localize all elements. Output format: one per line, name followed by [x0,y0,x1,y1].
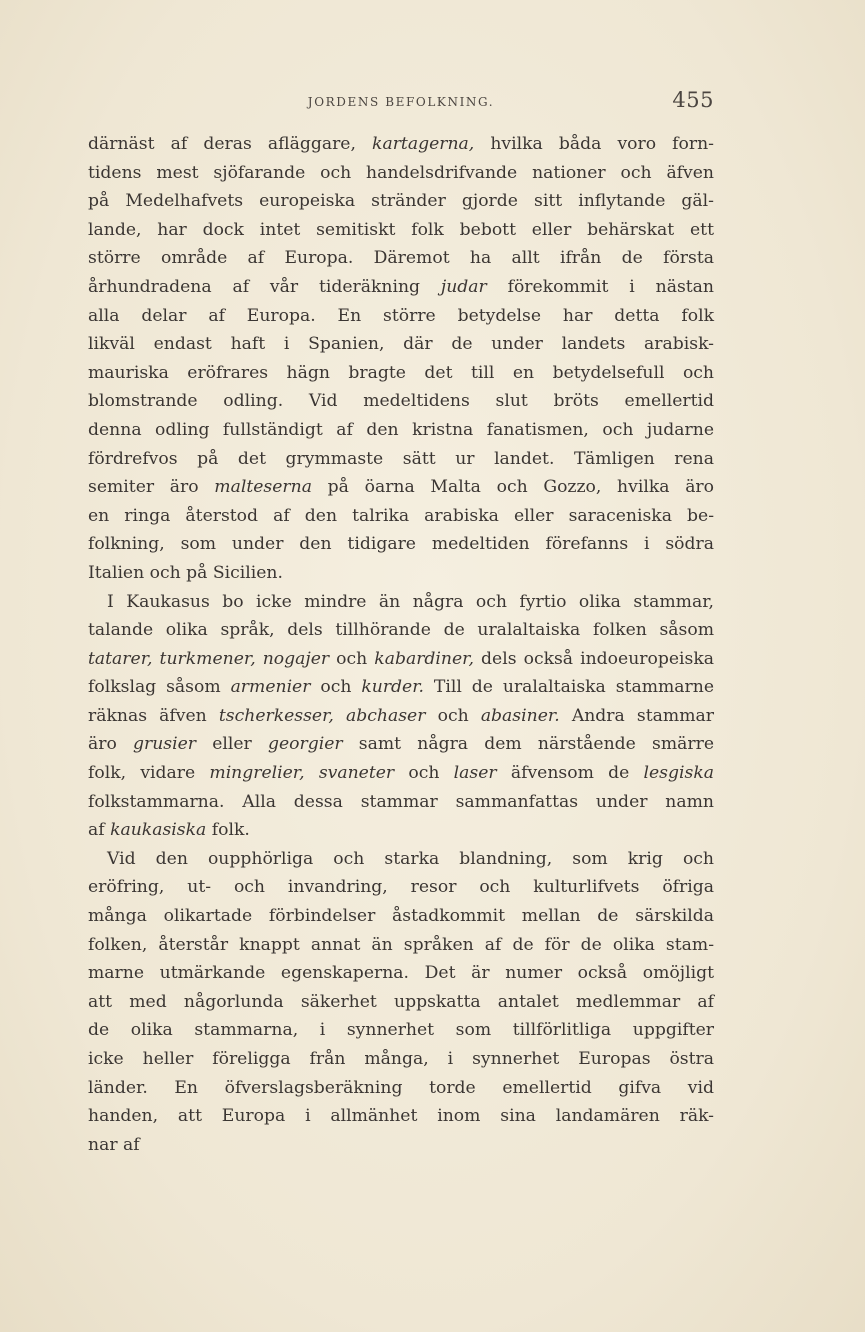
text-line: århundradena af vår tideräkning judar förekommit i nästan [88,276,714,297]
text-line: marne utmärkande egenskaperna. Det är numer också omöjligt [88,963,714,984]
text-line: tatarer, turkmener, nogajer och kabardiner, dels också indoeuropeiska [88,648,714,669]
text-line: denna odling fullständigt af den kristna fanatismen, och judarne [88,419,714,440]
italic-term: armenier [230,677,311,698]
italic-term: kartagerna, [372,134,475,154]
text-line: semiter äro malteserna på öarna Malta och Gozzo, hvilka äro [88,477,714,498]
text-line: eröfring, ut- och invandring, resor och kulturlifvets öfriga [88,877,714,898]
text-line: folkning, som under den tidigare medeltiden förefanns i södra [88,534,714,555]
text-line: på Medelhafvets europeiska stränder gjorde sitt inflytande gäl- [88,191,714,212]
italic-term: lesgiska [643,763,714,784]
text-line: Italien och på Sicilien. [88,562,283,583]
italic-term: tatarer, turkmener, nogajer [88,648,330,669]
text-line: de olika stammarna, i synnerhet som tillförlitliga uppgifter [88,1020,714,1041]
text-line: folkslag såsom armenier och kurder. Till de uralaltaiska stammarne [88,677,714,698]
text-line: äro grusier eller georgier samt några dem närstående smärre [88,734,714,755]
text-line: nar af [88,1134,140,1155]
text-line: folk, vidare mingrelier, svaneter och laser äfvensom de lesgiska [88,763,714,784]
text-line: icke heller föreligga från många, i synnerhet Europas östra [88,1049,714,1069]
text-line: större område af Europa. Däremot ha allt ifrån de första [88,248,714,269]
body-text [88,130,714,1159]
text-line: länder. En öfverslagsberäkning torde emellertid gifva vid [88,1077,714,1098]
running-title: JORDENS BEFOLKNING. [307,95,495,109]
text-line: af kaukasiska folk. [88,820,250,841]
text-line: tidens mest sjöfarande och handelsdrifvande nationer och äfven [88,162,714,183]
text-line: blomstrande odling. Vid medeltidens slut bröts emellertid [88,391,714,412]
text-line: fördrefvos på det grymmaste sätt ur landet. Tämligen rena [88,448,714,469]
text-line: folken, återstår knappt annat än språken af de för de olika stam- [88,934,714,955]
text-line: I Kaukasus bo icke mindre än några och fyrtio olika stammar, [107,591,714,612]
text-line: lande, har dock intet semitiskt folk bebott eller behärskat ett [88,219,714,240]
italic-term: kaukasiska [110,820,207,841]
text-line: räknas äfven tscherkesser, abchaser och abasiner. Andra stammar [88,705,714,726]
italic-term: tscherkesser, abchaser [218,705,426,726]
text-line: därnäst af deras afläggare, kartagerna, hvilka båda voro forn- [88,134,714,154]
italic-term: georgier [267,734,343,755]
text-line: likväl endast haft i Spanien, där de under landets arabisk- [88,334,714,355]
text-line: att med någorlunda säkerhet uppskatta antalet medlemmar af [88,991,714,1012]
text-line: talande olika språk, dels tillhörande de uralaltaiska folken såsom [88,620,714,641]
text-line: mauriska eröfrares hägn bragte det till en betydelsefull och [88,362,714,383]
italic-term: grusier [133,734,197,755]
text-line: Vid den oupphörliga och starka blandning, som krig och [107,848,714,869]
italic-term: malteserna [214,477,312,498]
text-line: folkstammarna. Alla dessa stammar sammanfattas under namn [88,791,714,812]
text-line: en ringa återstod af den talrika arabiska eller saraceniska be- [88,505,714,526]
text-line: alla delar af Europa. En större betydelse har detta folk [88,305,714,326]
italic-term: mingrelier, svaneter [209,763,395,784]
italic-term: laser [453,763,497,784]
text-line: många olikartade förbindelser åstadkommit mellan de särskilda [88,906,714,927]
text-line: handen, att Europa i allmänhet inom sina landamären räk- [88,1106,714,1127]
page-header [88,90,714,114]
italic-term: kurder. [361,677,425,698]
italic-term: abasiner. [480,705,560,726]
italic-term: kabardiner, [374,648,474,669]
page-number: 455 [672,88,714,112]
italic-term: judar [440,276,487,297]
